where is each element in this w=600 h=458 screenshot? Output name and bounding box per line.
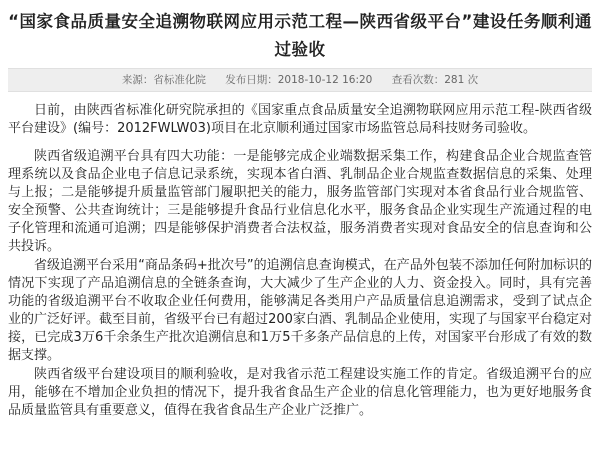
article-meta-bar — [8, 68, 592, 92]
article-published-date: 发布日期：2018-10-12 16:20 — [225, 74, 373, 86]
article-paragraph: 省级追溯平台采用“商品条码+批次号”的追溯信息查询模式，在产品外包装不添加任何附加标识的情况下实现了产品追溯信息的全链条查询，大大减少了生产企业的人力、资金投入。同时，具有完善功能的省级追溯平台不收取企业任何费用，能够满足各类用户产品质量信息追溯需求，受到了试点企业的广泛好评。截至目前，省级平台已有超过200家白酒、乳制品企业使用，实现了与国家平台稳定对接，已完成3万6千余条生产批次追溯信息和1万5千多条产品信息的上传，对国家平台形成了有效的数据支撑。 — [8, 258, 592, 363]
article-source: 来源：省标准化院 — [121, 74, 206, 86]
article-body — [8, 102, 592, 420]
article-paragraph: 日前，由陕西省标准化研究院承担的《国家重点食品质量安全追溯物联网应用示范工程-陕西省级平台建设》(编号：2012FWLW03)项目在北京顺利通过国家市场监管总局科技财务司验收。 — [8, 103, 592, 136]
article-view-count: 查看次数：281 次 — [391, 74, 479, 86]
article-title: “国家食品质量安全追溯物联网应用示范工程—陕西省级平台”建设任务顺利通过验收 — [8, 12, 592, 59]
article-paragraph: 陕西省级追溯平台具有四大功能：一是能够完成企业端数据采集工作，构建食品企业合规监查管理系统以及食品企业电子信息记录系统，实现本省白酒、乳制品企业合规监查数据信息的采集、处理与上报；二是能够提升质量监管部门履职把关的能力，服务监管部门实现对本省食品行业合规监管、安全预警、公共查询统计；三是能够提升食品行业信息化水平，服务食品企业实现生产流通过程的电子化管理和流通可追溯；四是能够保护消费者合法权益，服务消费者实现对食品安全的信息查询和公共投诉。 — [8, 149, 592, 254]
article-paragraph: 陕西省级平台建设项目的顺利验收，是对我省示范工程建设实施工作的肯定。省级追溯平台的应用，能够在不增加企业负担的情况下，提升我省食品生产企业的信息化管理能力，也为更好地服务食品质量监管具有重要意义，值得在我省食品生产企业广泛推广。 — [8, 367, 592, 418]
